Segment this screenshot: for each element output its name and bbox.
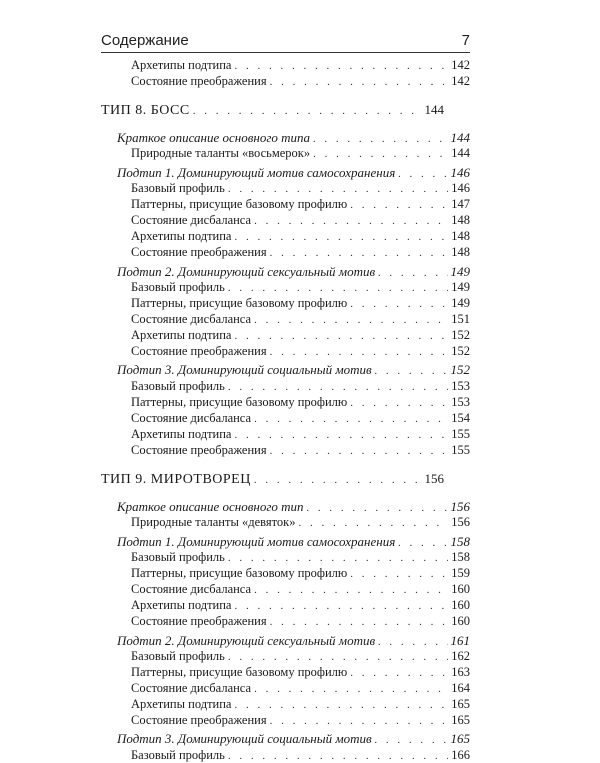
toc-subentry [131, 697, 470, 712]
entry-page-number: 149 [450, 263, 470, 279]
entry-page-number: 158 [450, 533, 470, 549]
toc-subentry [131, 713, 470, 728]
entry-title: Подтип 3. Доминирующий социальный мотив [117, 731, 372, 747]
toc-subentry [131, 312, 470, 327]
entry-title: Природные таланты «девяток» [131, 515, 296, 530]
toc-subentry [131, 582, 470, 597]
entry-page-number: 155 [451, 427, 470, 441]
entry-page-number: 154 [451, 410, 470, 425]
entry-title: Архетипы подтипа [131, 328, 232, 343]
dot-leader [254, 215, 448, 227]
toc-subtype-heading [117, 633, 470, 649]
toc-subentry [131, 550, 470, 565]
dot-leader [350, 397, 448, 409]
dot-leader [270, 616, 449, 628]
entry-title: Состояние преображения [131, 713, 267, 728]
entry-page-number: 160 [451, 598, 470, 613]
toc-subentry [131, 395, 470, 410]
entry-page-number: 166 [451, 747, 470, 762]
page-number: 7 [461, 32, 470, 49]
entry-page-number: 144 [450, 130, 470, 146]
dot-leader [234, 429, 448, 441]
toc-subentry [131, 443, 470, 458]
dot-leader [270, 76, 449, 88]
entry-title: Природные таланты «восьмерок» [131, 146, 311, 161]
toc-subentry [131, 58, 470, 73]
entry-title: Архетипы подтипа [131, 58, 232, 72]
toc-subentry [131, 566, 470, 581]
entry-page-number: 163 [451, 664, 470, 679]
dot-leader [398, 168, 447, 180]
entry-page-number: 165 [450, 731, 470, 747]
entry-title: Паттерны, присущие базовому профилю [131, 565, 348, 580]
entry-title: Базовый профиль [131, 549, 225, 564]
entry-page-number: 158 [451, 549, 470, 564]
toc-subentry [131, 681, 470, 696]
entry-title: Краткое описание основного тип [117, 499, 304, 515]
entry-title: Состояние дисбаланса [131, 410, 252, 425]
dot-leader [254, 474, 422, 486]
entry-page-number: 160 [451, 614, 470, 629]
dot-leader [350, 199, 448, 211]
entry-title: Состояние дисбаланса [131, 582, 252, 597]
dot-leader [254, 314, 448, 326]
toc-subtype-heading [117, 731, 470, 747]
entry-title: Архетипы подтипа [131, 229, 232, 244]
entry-title: Состояние преображения [131, 245, 267, 260]
dot-leader [350, 298, 448, 310]
entry-title: Краткое описание основного типа [117, 130, 311, 146]
entry-title: Паттерны, присущие базовому профилю [131, 394, 348, 409]
entry-page-number: 165 [451, 713, 470, 728]
entry-page-number: 148 [451, 245, 470, 260]
entry-page-number: 149 [451, 295, 470, 310]
dot-leader [234, 330, 448, 342]
entry-page-number: 142 [451, 58, 470, 72]
toc-subentry [131, 598, 470, 613]
entry-page-number: 161 [450, 632, 470, 648]
entry-page-number: 160 [451, 582, 470, 597]
toc-subentry [131, 245, 470, 260]
entry-page-number: 142 [451, 74, 470, 89]
toc-subtype-heading [117, 130, 470, 146]
toc-subentry [131, 411, 470, 426]
entry-title: Базовый профиль [131, 648, 225, 663]
entry-page-number: 155 [451, 443, 470, 458]
entry-page-number: 146 [451, 180, 470, 195]
entry-page-number: 156 [451, 515, 470, 530]
toc-subentry [131, 181, 470, 196]
dot-leader [307, 502, 448, 514]
entry-title: Архетипы подтипа [131, 427, 232, 441]
dot-leader [298, 517, 448, 529]
entry-title: Подтип 3. Доминирующий социальный мотив [117, 362, 372, 378]
dot-leader [350, 667, 448, 679]
toc-subentry [131, 296, 470, 311]
entry-title: ТИП 8. БОСС [101, 103, 190, 119]
entry-page-number: 151 [451, 311, 470, 326]
entry-title: Базовый профиль [131, 279, 225, 294]
entry-page-number: 149 [451, 279, 470, 294]
entry-page-number: 153 [451, 394, 470, 409]
entry-title: Подтип 1. Доминирующий мотив самосохранения [117, 164, 396, 180]
entry-page-number: 164 [451, 680, 470, 695]
entry-title: Базовый профиль [131, 378, 225, 393]
toc-subtype-heading [117, 362, 470, 378]
entry-title: Архетипы подтипа [131, 598, 232, 613]
toc-chapter-heading [101, 102, 444, 119]
dot-leader [375, 734, 448, 746]
entry-title: Состояние преображения [131, 614, 267, 629]
dot-leader [378, 636, 447, 648]
dot-leader [228, 381, 448, 393]
entry-title: Базовый профиль [131, 180, 225, 195]
toc-subtype-heading [117, 534, 470, 550]
entry-title: Состояние дисбаланса [131, 311, 252, 326]
entry-title: ТИП 9. МИРОТВОРЕЦ [101, 472, 251, 488]
entry-title: Подтип 2. Доминирующий сексуальный мотив [117, 632, 376, 648]
dot-leader [270, 247, 449, 259]
entry-page-number: 148 [451, 229, 470, 244]
entry-title: Паттерны, присущие базовому профилю [131, 196, 348, 211]
dot-leader [234, 231, 448, 243]
dot-leader [254, 413, 448, 425]
entry-title: Состояние дисбаланса [131, 213, 252, 228]
dot-leader [193, 105, 422, 117]
entry-title: Состояние преображения [131, 74, 267, 89]
dot-leader [228, 750, 448, 762]
entry-page-number: 159 [451, 565, 470, 580]
toc-subentry [131, 344, 470, 359]
toc-subentry [131, 229, 470, 244]
toc-subentry [131, 379, 470, 394]
entry-page-number: 153 [451, 378, 470, 393]
entry-page-number: 162 [451, 648, 470, 663]
entry-title: Состояние дисбаланса [131, 680, 252, 695]
entry-title: Паттерны, присущие базовому профилю [131, 664, 348, 679]
dot-leader [398, 537, 447, 549]
dot-leader [234, 699, 448, 711]
dot-leader [228, 282, 448, 294]
entry-page-number: 144 [451, 146, 470, 161]
toc-subentry [131, 197, 470, 212]
toc-subentry [131, 146, 470, 161]
toc-subentry [131, 280, 470, 295]
dot-leader [270, 445, 449, 457]
entry-title: Состояние преображения [131, 344, 267, 359]
toc-subentry [131, 213, 470, 228]
dot-leader [228, 651, 448, 663]
dot-leader [228, 183, 448, 195]
entry-page-number: 148 [451, 213, 470, 228]
dot-leader [254, 584, 448, 596]
dot-leader [234, 60, 448, 72]
toc-subtype-heading [117, 165, 470, 181]
toc-subtype-heading [117, 499, 470, 515]
dot-leader [270, 346, 449, 358]
toc-chapter-heading [101, 471, 444, 488]
toc-subentry [131, 515, 470, 530]
toc-subentry [131, 427, 470, 442]
toc-subtype-heading [117, 264, 470, 280]
entry-page-number: 152 [450, 362, 470, 378]
entry-page-number: 165 [451, 697, 470, 712]
section-title: Содержание [101, 32, 189, 49]
toc-subentry [131, 649, 470, 664]
dot-leader [378, 267, 447, 279]
dot-leader [375, 365, 448, 377]
entry-title: Паттерны, присущие базовому профилю [131, 295, 348, 310]
toc-subentry [131, 328, 470, 343]
entry-title: Подтип 2. Доминирующий сексуальный мотив [117, 263, 376, 279]
dot-leader [350, 568, 448, 580]
entry-title: Архетипы подтипа [131, 697, 232, 712]
dot-leader [313, 148, 448, 160]
entry-title: Базовый профиль [131, 747, 225, 762]
entry-title: Подтип 1. Доминирующий мотив самосохранения [117, 533, 396, 549]
entry-page-number: 152 [451, 344, 470, 359]
dot-leader [228, 552, 448, 564]
entry-page-number: 147 [451, 196, 470, 211]
entry-page-number: 156 [450, 499, 470, 515]
toc-subentry [131, 665, 470, 680]
entry-page-number: 152 [451, 328, 470, 343]
toc-subentry [131, 614, 470, 629]
dot-leader [254, 683, 448, 695]
entry-page-number: 156 [424, 471, 444, 487]
dot-leader [234, 600, 448, 612]
dot-leader [270, 715, 449, 727]
toc-subentry [131, 74, 470, 89]
entry-title: Состояние преображения [131, 443, 267, 458]
dot-leader [313, 133, 447, 145]
entry-page-number: 146 [450, 164, 470, 180]
entry-page-number: 144 [424, 102, 444, 118]
